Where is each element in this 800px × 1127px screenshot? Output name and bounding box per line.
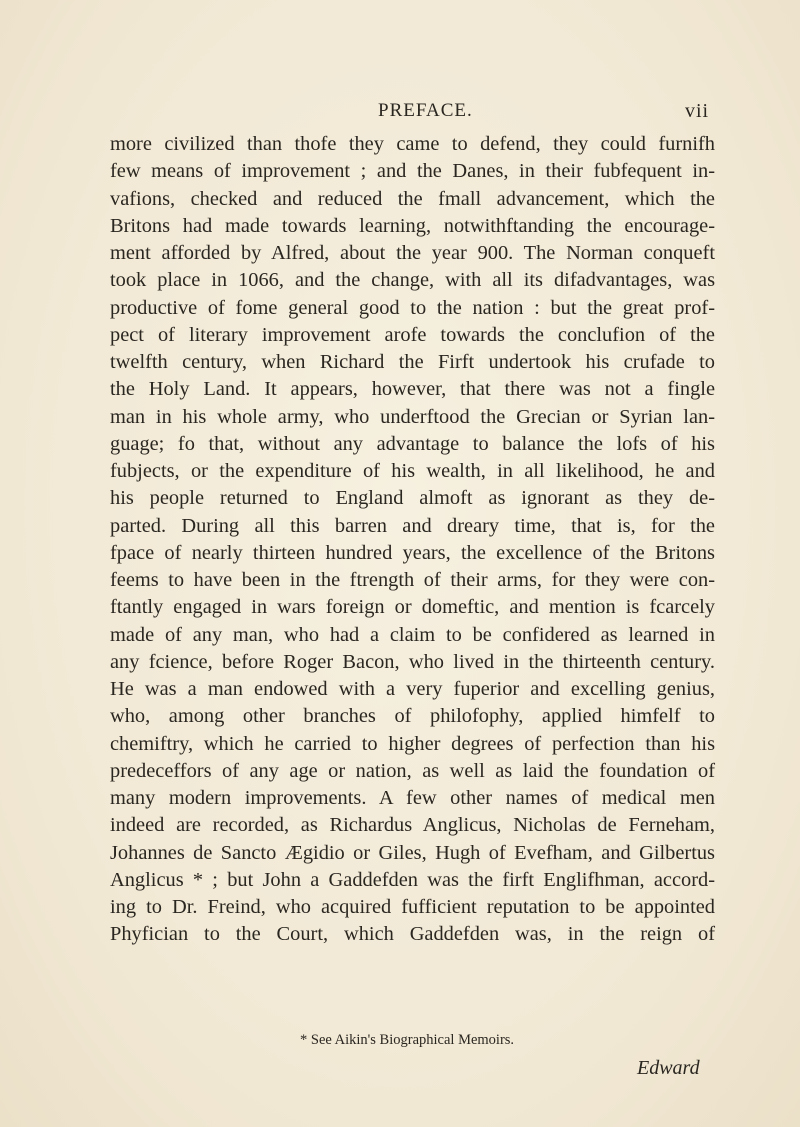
- text-line: the Holy Land. It appears, however, that there was not a fingle: [110, 378, 715, 401]
- text-line: guage; fo that, without any advantage to balance the lofs of his: [110, 432, 715, 455]
- text-line: fubjects, or the expenditure of his wealth, in all likelihood, he and: [110, 460, 715, 482]
- text-line: man in his whole army, who underftood the Grecian or Syrian lan-: [110, 405, 715, 428]
- text-line: many modern improvements. A few other names of medical men: [110, 787, 715, 809]
- text-line: parted. During all this barren and dreary time, that is, for the: [110, 514, 715, 537]
- text-line: chemiftry, which he carried to higher degrees of perfection than his: [110, 732, 715, 755]
- text-line: took place in 1066, and the change, with all its difadvantages, was: [110, 269, 715, 292]
- catchword: Edward: [637, 1057, 700, 1079]
- text-line: ftantly engaged in wars foreign or domeftic, and mention is fcarcely: [110, 596, 715, 619]
- text-line: productive of fome general good to the nation : but the great prof-: [110, 296, 715, 319]
- page-number: vii: [685, 100, 710, 122]
- text-line: indeed are recorded, as Richardus Anglicus, Nicholas de Ferneham,: [110, 814, 715, 837]
- text-line: vafions, checked and reduced the fmall advancement, which the: [110, 187, 715, 210]
- page-header: [0, 100, 800, 130]
- text-line: his people returned to England almoft as ignorant as they de-: [110, 487, 715, 510]
- text-line: any fcience, before Roger Bacon, who lived in the thirteenth century.: [110, 650, 715, 673]
- text-line: pect of literary improvement arofe towards the conclufion of the: [110, 323, 715, 346]
- text-line: feems to have been in the ftrength of their arms, for they were con-: [110, 569, 715, 591]
- text-line: made of any man, who had a claim to be confidered as learned in: [110, 623, 715, 646]
- text-line: Britons had made towards learning, notwithftanding the encourage-: [110, 214, 715, 237]
- running-head: PREFACE.: [378, 100, 473, 121]
- text-line: predeceffors of any age or nation, as well as laid the foundation of: [110, 759, 715, 782]
- text-line: He was a man endowed with a very fuperior and excelling genius,: [110, 678, 715, 700]
- text-line: who, among other branches of philofophy, applied himfelf to: [110, 705, 715, 728]
- text-line: more civilized than thofe they came to defend, they could furnifh: [110, 133, 715, 155]
- body-text: [110, 131, 715, 949]
- text-line: Phyfician to the Court, which Gaddefden was, in the reign of: [110, 923, 715, 946]
- text-line: ing to Dr. Freind, who acquired fufficient reputation to be appointed: [110, 896, 715, 918]
- text-line: ment afforded by Alfred, about the year 900. The Norman conqueft: [110, 242, 715, 264]
- footnote-text: * See Aikin's Biographical Memoirs.: [300, 1032, 515, 1048]
- text-line: Johannes de Sancto Ægidio or Giles, Hugh of Evefham, and Gilbertus: [110, 841, 715, 864]
- text-line: few means of improvement ; and the Danes, in their fubfequent in-: [110, 160, 715, 183]
- text-line: twelfth century, when Richard the Firft undertook his crufade to: [110, 351, 715, 373]
- text-line: fpace of nearly thirteen hundred years, the excellence of the Britons: [110, 541, 715, 564]
- text-line: Anglicus * ; but John a Gaddefden was the firft Englifhman, accord-: [110, 868, 715, 891]
